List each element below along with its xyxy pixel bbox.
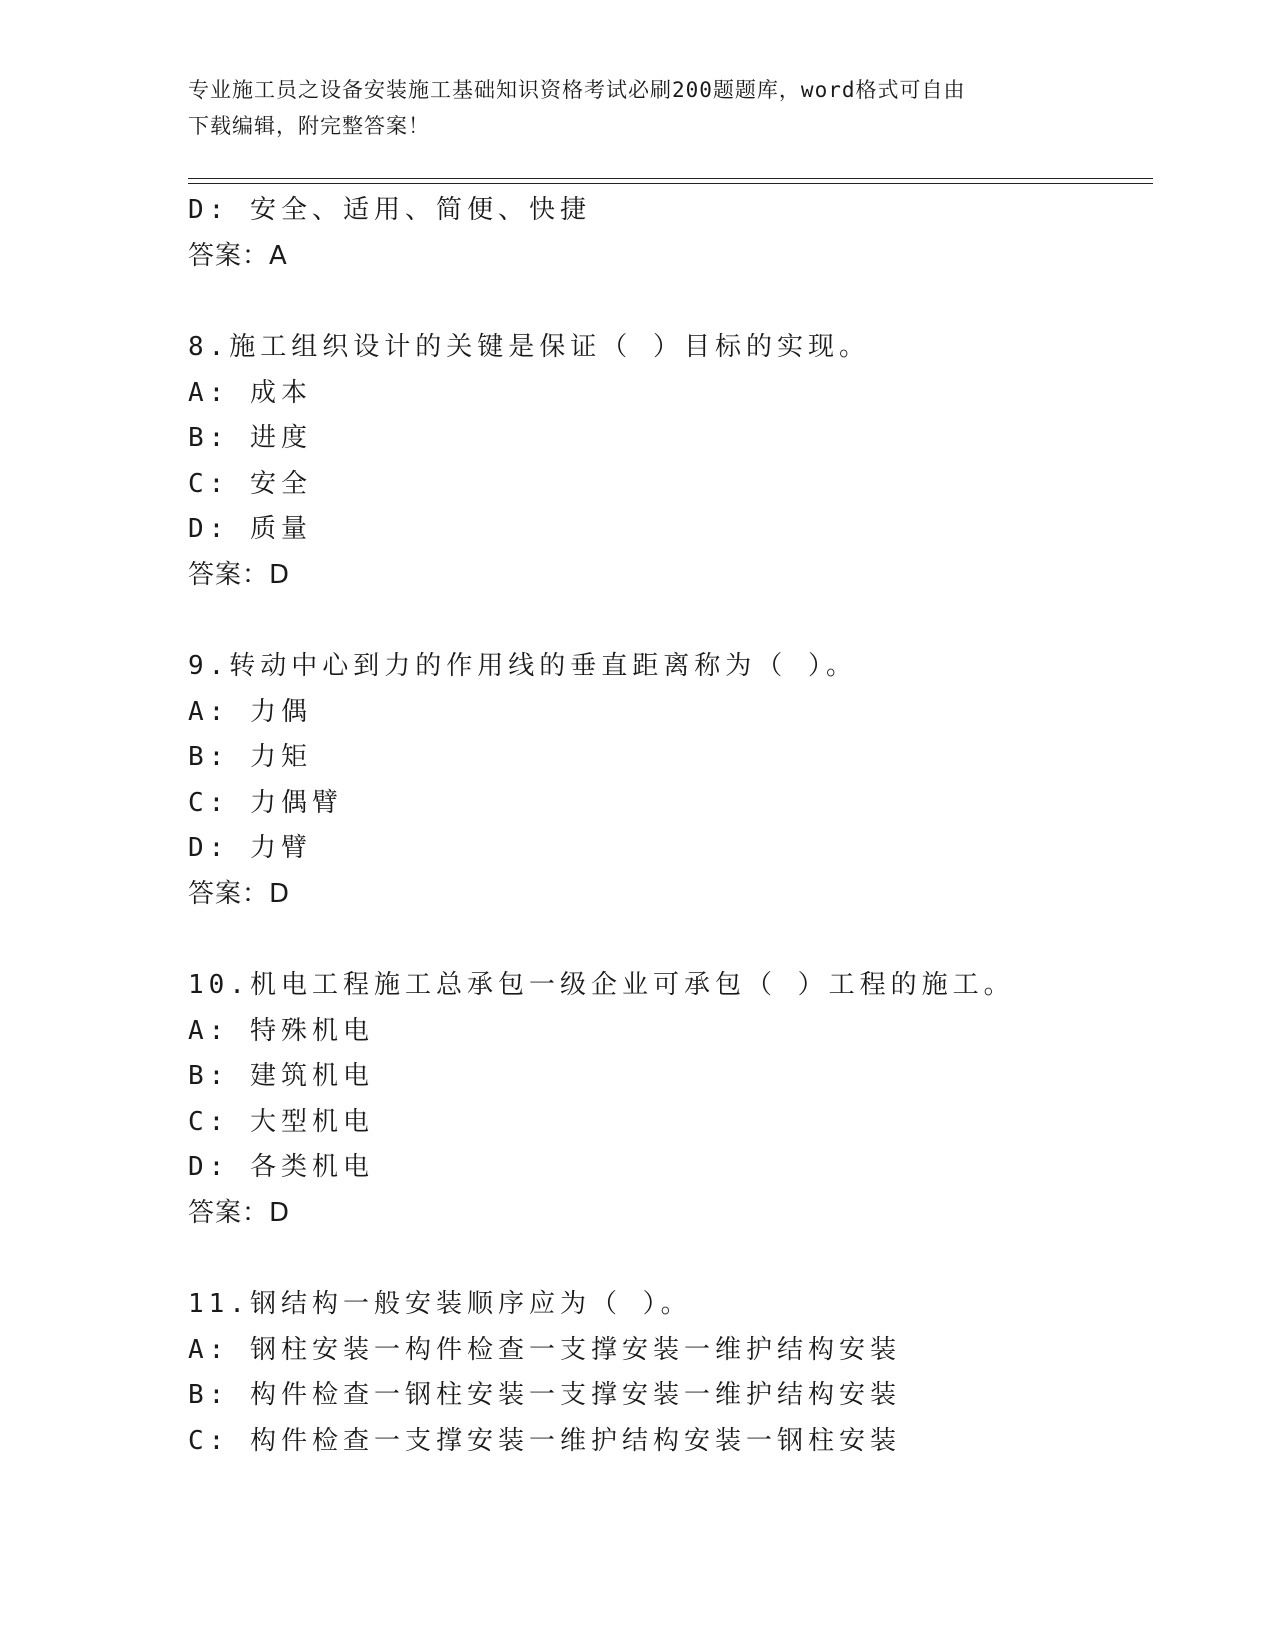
question-block-10 xyxy=(188,963,1153,1236)
answer-line: 答案：A xyxy=(188,240,288,271)
header-divider-bottom xyxy=(188,183,1153,184)
header-title-line-1: 专业施工员之设备安装施工基础知识资格考试必刷200题题库，word格式可自由 xyxy=(188,78,966,102)
option-b: B: 构件检查一钢柱安装一支撑安装一维护结构安装 xyxy=(188,1380,901,1410)
option-d: D: 力臂 xyxy=(188,833,312,863)
option-a: A: 特殊机电 xyxy=(188,1015,374,1046)
option-d: D: 各类机电 xyxy=(188,1152,374,1182)
option-d: D: 质量 xyxy=(188,514,312,544)
spacer xyxy=(188,1236,1153,1282)
spacer xyxy=(188,598,1153,644)
option-a: A: 成本 xyxy=(188,377,312,408)
option-b: B: 进度 xyxy=(188,423,312,453)
question-block-9 xyxy=(188,644,1153,917)
question-stem: 9.转动中心到力的作用线的垂直距离称为（ ）。 xyxy=(188,651,857,681)
answer-line: 答案：D xyxy=(188,1197,291,1228)
option-a: A: 钢柱安装一构件检查一支撑安装一维护结构安装 xyxy=(188,1334,901,1365)
option-c: C: 力偶臂 xyxy=(188,787,343,818)
spacer xyxy=(188,279,1153,325)
question-block-7 xyxy=(188,188,1153,279)
option-d: D: 安全、适用、简便、快捷 xyxy=(188,195,591,225)
question-stem: 10.机电工程施工总承包一级企业可承包（ ）工程的施工。 xyxy=(188,970,1015,1000)
option-a: A: 力偶 xyxy=(188,696,312,727)
answer-line: 答案：D xyxy=(188,878,291,909)
answer-line: 答案：D xyxy=(188,559,291,590)
question-list xyxy=(188,188,1153,1464)
option-c: C: 安全 xyxy=(188,468,312,499)
option-c: C: 构件检查一支撑安装一维护结构安装一钢柱安装 xyxy=(188,1425,901,1456)
header-title-line-2: 下载编辑，附完整答案！ xyxy=(188,114,430,138)
question-stem: 11.钢结构一般安装顺序应为（ ）。 xyxy=(188,1289,692,1319)
option-c: C: 大型机电 xyxy=(188,1106,374,1137)
document-header xyxy=(188,72,1068,144)
question-stem: 8.施工组织设计的关键是保证（ ）目标的实现。 xyxy=(188,332,870,362)
option-b: B: 建筑机电 xyxy=(188,1061,374,1091)
question-block-11 xyxy=(188,1282,1153,1464)
option-b: B: 力矩 xyxy=(188,742,312,772)
question-block-8 xyxy=(188,325,1153,598)
header-divider-top xyxy=(188,178,1153,179)
spacer xyxy=(188,917,1153,963)
